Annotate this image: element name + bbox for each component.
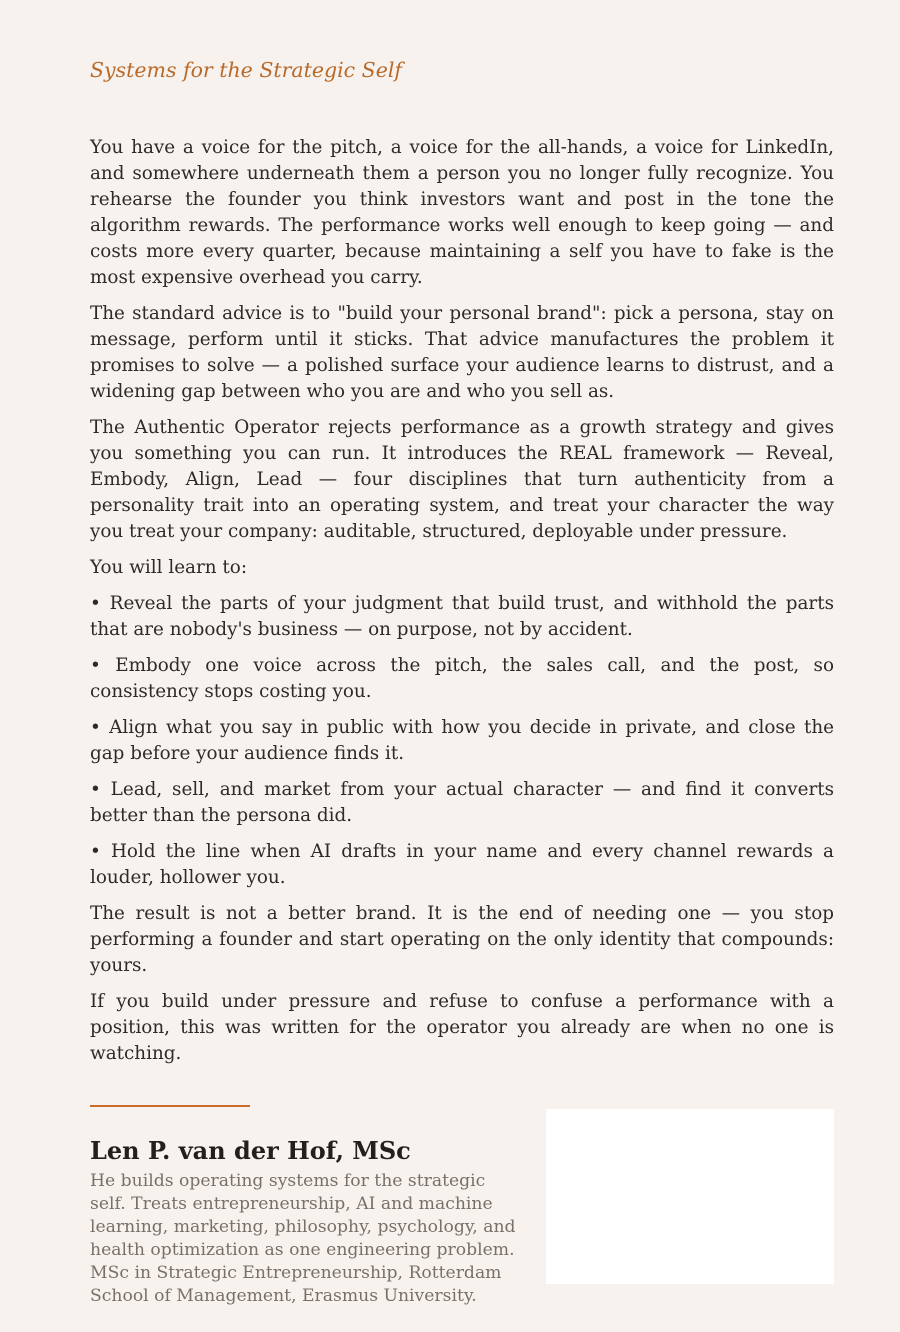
bullet-item-lead: • Lead, sell, and market from your actual character — and find it converts better than the persona did. — [90, 777, 834, 829]
paragraph-intro: You have a voice for the pitch, a voice for the all-hands, a voice for LinkedIn, and somewhere underneath them a person you no longer fully recognize. You rehearse the founder you think investors want and post in the tone the algorithm rewards. The performance works well enough to keep going — and costs more every quarter, because maintaining a self you have to fake is the most expensive overhead you carry. — [90, 137, 834, 288]
bullet-item-hold: • Hold the line when AI drafts in your name and every channel rewards a louder, hollower you. — [90, 839, 834, 891]
paragraph-framework: The Authentic Operator rejects performance as a growth strategy and gives you something you can run. It introduces the REAL framework — Reveal, Embody, Align, Lead — four disciplines that turn authenticity from a personality trait into an operating system, and treat your character the way you treat your company: auditable, structured, deployable under pressure. — [90, 417, 834, 542]
series-title: Systems for the Strategic Self — [90, 58, 402, 82]
paragraph-learn-intro: You will learn to: — [90, 557, 248, 578]
blurb-body — [90, 135, 834, 1077]
author-photo-placeholder — [546, 1109, 834, 1284]
author-bio: He builds operating systems for the strategic self. Treats entrepreneurship, AI and machine learning, marketing, philosophy, psychology, and health optimization as one engineering problem. MSc in Strategic Entrepreneurship, Rotterdam School of Management, Erasmus University. — [90, 1171, 516, 1306]
bullet-item-align: • Align what you say in public with how you decide in private, and close the gap before your audience finds it. — [90, 715, 834, 767]
bullet-item-embody: • Embody one voice across the pitch, the sales call, and the post, so consistency stops costing you. — [90, 653, 834, 705]
paragraph-result: The result is not a better brand. It is the end of needing one — you stop performing a founder and start operating on the only identity that compounds: yours. — [90, 903, 834, 976]
bullet-item-reveal: • Reveal the parts of your judgment that build trust, and withhold the parts that are nobody's business — on purpose, not by accident. — [90, 591, 834, 643]
paragraph-audience: If you build under pressure and refuse to confuse a performance with a position, this was written for the operator you already are when no one is watching. — [90, 991, 834, 1064]
author-name: Len P. van der Hof, MSc — [90, 1136, 411, 1165]
author-divider — [90, 1105, 250, 1107]
paragraph-standard-advice: The standard advice is to "build your personal brand": pick a persona, stay on message, perform until it sticks. That advice manufactures the problem it promises to solve — a polished surface your audience learns to distrust, and a widening gap between who you are and who you sell as. — [90, 303, 834, 402]
back-cover — [90, 0, 834, 1332]
